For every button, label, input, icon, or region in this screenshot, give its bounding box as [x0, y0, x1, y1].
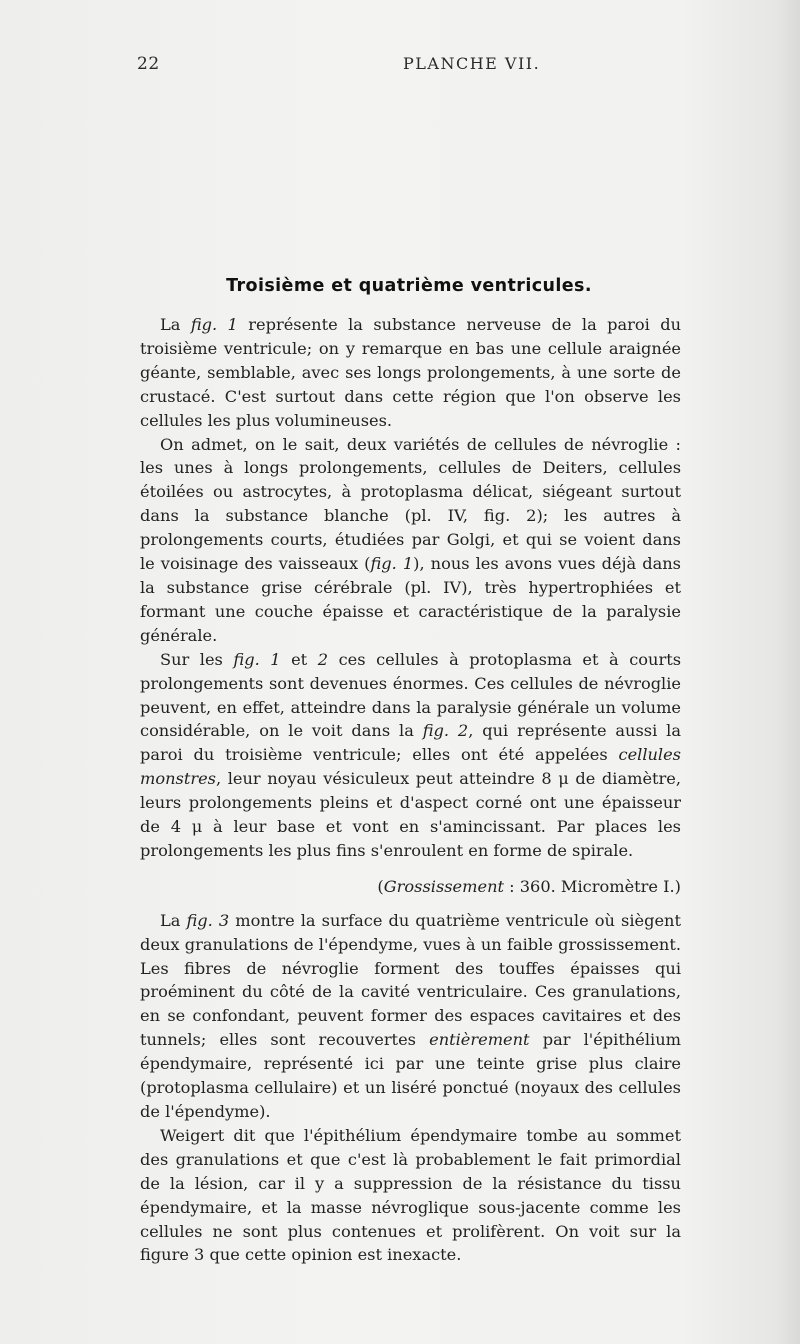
- paragraph-neuroglia-varieties: On admet, on le sait, deux variétés de cellules de névroglie : les unes à longs prolongements, cellules de Deiters, cellules étoilées ou astrocytes, à protoplasma délicat, siégeant surtout dans la substance blanche (pl. IV, fig. 2); les autres à prolongements courts, étudiées par Golgi, et qui se voient dans le voisinage des vaisseaux (fig. 1), nous les avons vues déjà dans la substance grise cérébrale (pl. IV), très hypertrophiées et formant une couche épaisse et caractéristique de la paralysie générale.: [140, 434, 681, 645]
- figure-reference: 2: [317, 649, 329, 669]
- emphasis-term: cellules monstres: [140, 745, 681, 789]
- magnification-caption: (Grossissement : 360. Micromètre I.): [377, 876, 681, 896]
- section-title: Troisième et quatrième ventricules.: [226, 276, 592, 296]
- page-number: 22: [137, 54, 160, 74]
- paragraph-weigert: Weigert dit que l'épithélium épendymaire tombe au sommet des granulations et que c'est là probablement le fait primordial de la lésion, car il y a suppression de la résistance du tissu épendymaire, et la masse névroglique sous-jacente comme les cellules ne sont plus contenues et prolifèrent. On voit sur la figure 3 que cette opinion est inexacte.: [140, 1125, 681, 1265]
- paragraph-fig1: La fig. 1 représente la substance nerveuse de la paroi du troisième ventricule; on y remarque en bas une cellule araignée géante, semblable, avec ses longs prolongements, à une sorte de crustacé. C'est surtout dans cette région que l'on observe les cellules les plus volumineuses.: [140, 315, 682, 430]
- page-header: [0, 54, 800, 78]
- emphasis-term: entièrement: [429, 1030, 530, 1050]
- running-head: PLANCHE VII.: [403, 54, 541, 73]
- figure-reference: fig. 1: [370, 554, 414, 574]
- figure-reference: fig. 1: [233, 649, 281, 669]
- figure-reference: fig. 3: [186, 910, 230, 930]
- caption-label: Grossissement: [383, 876, 504, 896]
- figure-reference: fig. 1: [190, 315, 238, 334]
- paragraph-monster-cells: Sur les fig. 1 et 2 ces cellules à protoplasma et à courts prolongements sont devenues énormes. Ces cellules de névroglie peuvent, en effet, atteindre dans la paralysie générale un volume considérable, on le voit dans la fig. 2, qui représente aussi la paroi du troisième ventricule; elles ont été appelées cellules monstres, leur noyau vésiculeux peut atteindre 8 μ de diamètre, leurs prolongements pleins et d'aspect corné ont une épaisseur de 4 μ à leur base et vont en s'amincissant. Par places les prolongements les plus fins s'enroulent en forme de spirale.: [140, 649, 682, 860]
- figure-reference: fig. 2: [422, 721, 469, 741]
- body-text: [140, 313, 681, 1267]
- paragraph-fig3: La fig. 3 montre la surface du quatrième ventricule où siègent deux granulations de l'épendyme, vues à un faible grossissement. Les fibres de névroglie forment des touffes épaisses qui proéminent du côté de la cavité ventriculaire. Ces granulations, en se confondant, peuvent former des espaces cavitaires et des tunnels; elles sont recouvertes entièrement par l'épithélium épendymaire, représenté ici par une teinte grise plus claire (protoplasma cellulaire) et un liséré ponctué (noyaux des cellules de l'épendyme).: [140, 910, 681, 1121]
